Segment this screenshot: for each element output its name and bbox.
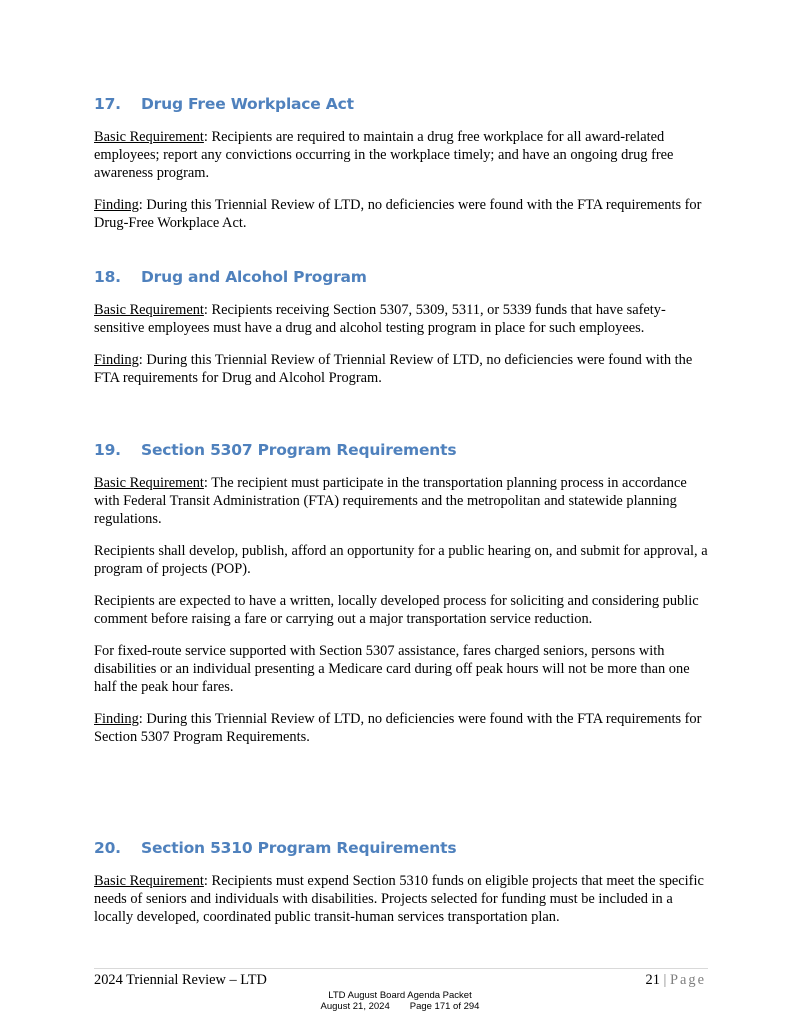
section-number: 19. [94,441,121,459]
section-number: 17. [94,95,121,113]
section-19 [94,440,708,760]
paragraph-text: : Recipients must expend Section 5310 funds on eligible projects that meet the specific needs of seniors and individuals with disabilities. Projects selected for funding must be included in a locally developed, coordinated public transit-human services transportation plan. [94,873,704,925]
section-heading [94,440,708,460]
paragraph-text: For fixed-route service supported with Section 5307 assistance, fares charged seniors, persons with disabilities or an individual presenting a Medicare card during off peak hours will not be more than one half the peak hour fares. [94,643,690,695]
paragraph-text: Recipients are expected to have a written, locally developed process for soliciting and considering public comment before raising a fare or carrying out a major transportation service reduction. [94,593,699,627]
paragraph-text: : Recipients receiving Section 5307, 5309, 5311, or 5339 funds that have safety-sensitive employees must have a drug and alcohol testing program in place for such employees. [94,302,666,336]
section-20 [94,838,708,940]
section-title: Section 5307 Program Requirements [141,441,457,459]
section-title: Drug Free Workplace Act [141,95,354,113]
stamp-page-of: Page 171 of 294 [409,1001,480,1012]
section-heading [94,267,708,287]
stamp-date: August 21, 2024 [320,1001,390,1012]
section-heading [94,838,708,858]
section-18 [94,267,708,401]
section-heading [94,94,708,114]
section-number: 20. [94,839,121,857]
section-title: Drug and Alcohol Program [141,268,367,286]
paragraph [94,710,708,746]
paragraph [94,592,708,628]
footer-page-number [646,972,706,989]
paragraph-label: Finding [94,352,139,368]
section-number: 18. [94,268,121,286]
paragraph-label: Basic Requirement [94,873,204,889]
page-number: 21 [645,972,660,988]
paragraph [94,474,708,528]
agenda-packet-stamp [0,990,800,1012]
footer-title: 2024 Triennial Review – LTD [94,972,267,988]
stamp-line2 [0,1001,800,1012]
paragraph-text: : Recipients are required to maintain a drug free workplace for all award-related employees; report any convictions occurring in the workplace timely; and have an ongoing drug free awareness program. [94,129,674,181]
section-17 [94,94,708,246]
paragraph-label: Finding [94,711,139,727]
paragraph-label: Finding [94,197,139,213]
paragraph-text: : During this Triennial Review of Triennial Review of LTD, no deficiencies were found with the FTA requirements for Drug and Alcohol Program. [94,352,693,386]
page-word: Page [670,972,706,988]
paragraph-label: Basic Requirement [94,302,204,318]
paragraph-text: Recipients shall develop, publish, afford an opportunity for a public hearing on, and submit for approval, a program of projects (POP). [94,543,708,577]
paragraph [94,642,708,696]
paragraph [94,872,708,926]
paragraph-text: : The recipient must participate in the transportation planning process in accordance with Federal Transit Administration (FTA) requirements and the metropolitan and statewide planning regulations. [94,475,687,527]
section-title: Section 5310 Program Requirements [141,839,457,857]
paragraph-text: : During this Triennial Review of LTD, no deficiencies were found with the FTA requirements for Drug-Free Workplace Act. [94,197,702,231]
paragraph [94,301,708,337]
stamp-line1: LTD August Board Agenda Packet [328,990,472,1001]
paragraph [94,542,708,578]
paragraph-label: Basic Requirement [94,475,204,491]
footer-divider [94,968,708,969]
footer-separator: | [663,972,667,988]
paragraph [94,196,708,232]
paragraph-text: : During this Triennial Review of LTD, no deficiencies were found with the FTA requirements for Section 5307 Program Requirements. [94,711,702,745]
paragraph [94,351,708,387]
paragraph-label: Basic Requirement [94,129,204,145]
paragraph [94,128,708,182]
